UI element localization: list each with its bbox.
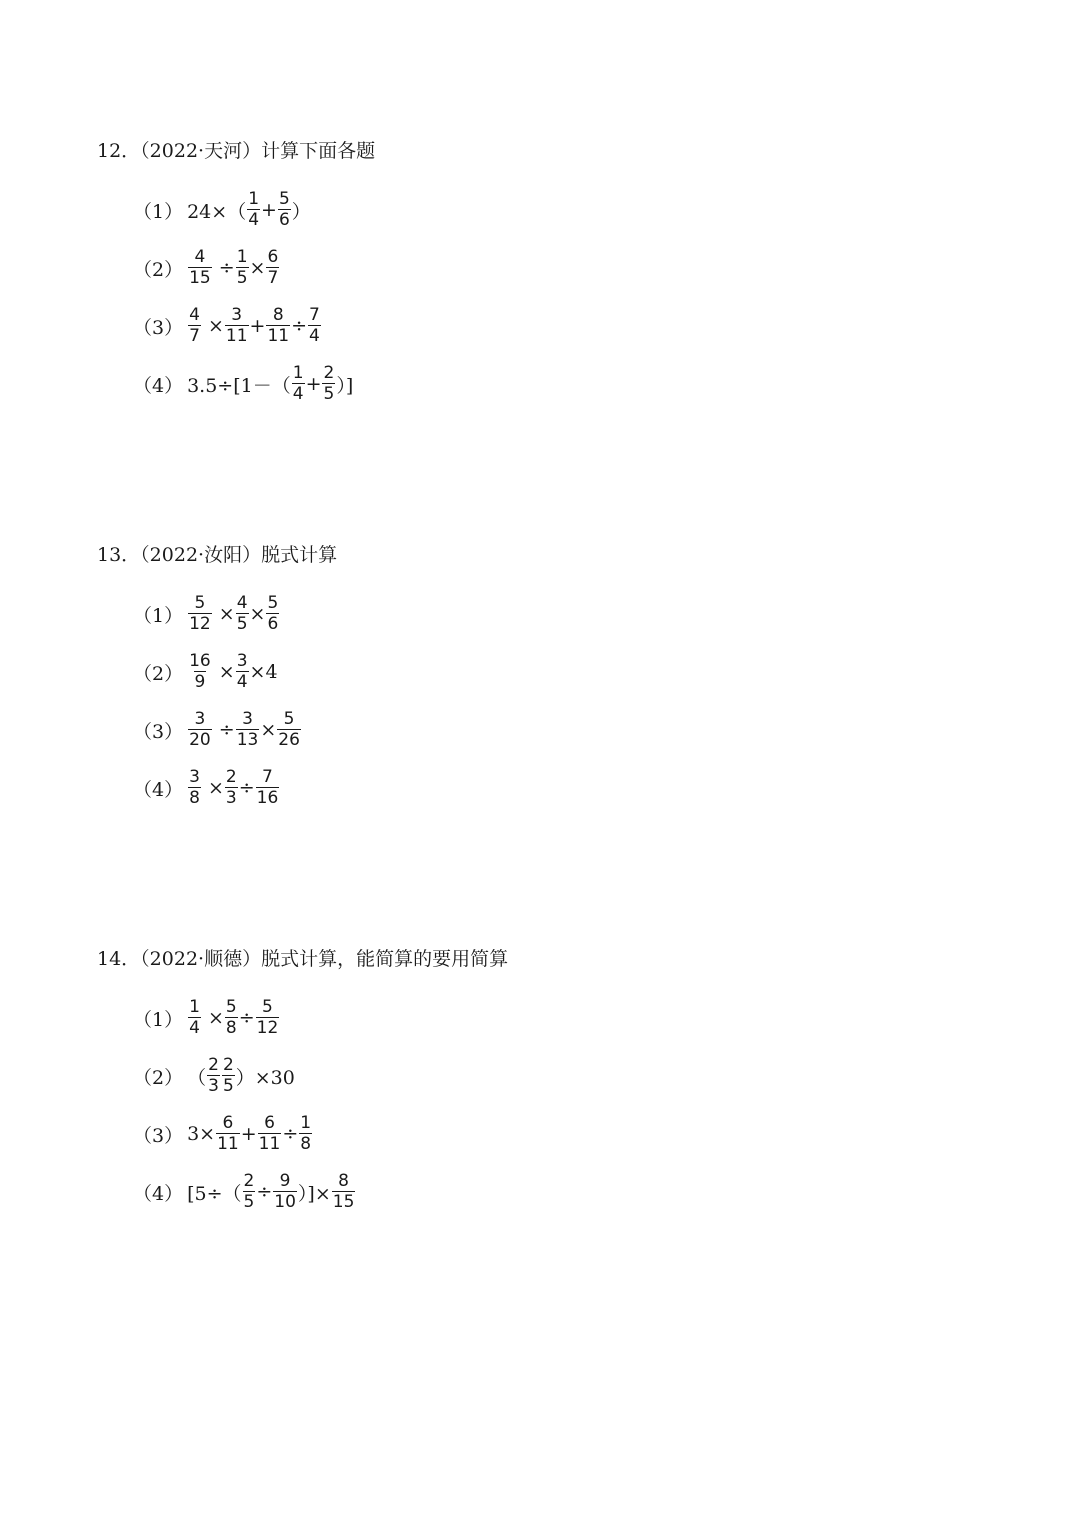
operator-text: ÷ (212, 257, 235, 279)
fraction (266, 307, 290, 345)
operator-text: ÷ (291, 315, 308, 337)
denominator: 4 (292, 384, 304, 404)
operator-text: × (212, 661, 235, 683)
denominator: 12 (189, 614, 211, 634)
question-title: 12．（2022·天河）计算下面各题 (97, 140, 376, 162)
numerator: 3 (194, 709, 206, 729)
expression (187, 365, 353, 403)
question-14 (97, 944, 508, 1221)
expression (187, 249, 280, 287)
denominator: 4 (236, 672, 248, 692)
numerator: 1 (189, 997, 200, 1017)
expression (187, 653, 277, 691)
operator-text: ）] (336, 374, 354, 397)
denominator: 8 (189, 788, 200, 808)
numerator: 1 (300, 1113, 312, 1133)
operator-text: × (201, 1007, 224, 1029)
sub-problem (133, 759, 337, 817)
fraction (292, 365, 305, 403)
expression (187, 1115, 313, 1153)
fraction (308, 307, 321, 345)
numerator: 8 (272, 305, 284, 325)
operator-text: + (261, 199, 277, 221)
numerator: 16 (189, 651, 211, 671)
denominator: 12 (256, 1018, 279, 1038)
fraction (188, 999, 201, 1037)
numerator: 2 (225, 767, 237, 787)
denominator: 3 (208, 1076, 219, 1096)
operator-text: + (240, 1123, 257, 1145)
sub-problem-label: （1） (133, 200, 184, 223)
denominator: 15 (189, 268, 211, 288)
denominator: 3 (225, 788, 237, 808)
denominator: 5 (222, 1076, 234, 1096)
numerator: 4 (194, 247, 206, 267)
operator-text: ）×30 (235, 1066, 295, 1089)
numerator: 1 (292, 363, 304, 383)
fraction (266, 595, 279, 633)
denominator: 11 (217, 1134, 239, 1154)
denominator: 4 (189, 1018, 200, 1038)
sub-problem-list (133, 181, 375, 413)
denominator: 11 (267, 326, 290, 346)
operator-text: ×4 (249, 661, 278, 683)
numerator: 3 (236, 651, 248, 671)
sub-problem (133, 989, 508, 1047)
sub-problem (133, 1105, 508, 1163)
sub-problem-label: （2） (133, 662, 184, 685)
expression (187, 769, 280, 807)
denominator: 10 (274, 1192, 296, 1212)
numerator: 6 (267, 247, 279, 267)
operator-text: × (201, 315, 224, 337)
fraction (258, 1115, 282, 1153)
fraction (188, 595, 212, 633)
numerator: 6 (222, 1113, 234, 1133)
operator-text: ） (291, 200, 311, 223)
sub-problem (133, 355, 375, 413)
sub-problem (133, 239, 375, 297)
fraction (278, 191, 291, 229)
denominator: 20 (189, 730, 211, 750)
expression (187, 1057, 295, 1095)
operator-text: ÷ (256, 1181, 273, 1203)
operator-text: + (305, 373, 322, 395)
operator-text: ÷ (238, 1007, 255, 1029)
numerator: 3 (189, 767, 200, 787)
numerator: 3 (242, 709, 253, 729)
numerator: 5 (283, 709, 295, 729)
denominator: 7 (189, 326, 200, 346)
denominator: 6 (278, 210, 290, 230)
operator-text: × (201, 777, 224, 799)
numerator: 1 (236, 247, 248, 267)
expression (187, 595, 280, 633)
question-title: 13．（2022·汝阳）脱式计算 (97, 544, 338, 566)
question-12 (97, 136, 375, 413)
expression (187, 191, 311, 229)
denominator: 11 (258, 1134, 281, 1154)
sub-problem-label: （4） (133, 778, 184, 801)
sub-problem (133, 1163, 508, 1221)
denominator: 13 (236, 730, 259, 750)
expression (187, 1173, 356, 1211)
sub-problem-label: （3） (133, 720, 184, 743)
fraction (266, 249, 279, 287)
operator-text: × (212, 603, 235, 625)
numerator: 7 (309, 305, 320, 325)
sub-problem (133, 297, 375, 355)
denominator: 4 (309, 326, 320, 346)
numerator: 1 (248, 189, 260, 209)
fraction (188, 653, 212, 691)
numerator: 5 (225, 997, 237, 1017)
expression (187, 999, 280, 1037)
expression (187, 307, 322, 345)
numerator: 5 (278, 189, 290, 209)
denominator: 15 (332, 1192, 355, 1212)
question-13 (97, 540, 337, 817)
operator-text: × (260, 719, 277, 741)
sub-problem-list (133, 585, 337, 817)
fraction (247, 191, 260, 229)
fraction (256, 999, 280, 1037)
numerator: 5 (267, 593, 279, 613)
sub-problem (133, 585, 337, 643)
fraction (207, 1057, 220, 1095)
operator-text: 3× (187, 1123, 216, 1145)
numerator: 9 (279, 1171, 291, 1191)
sub-problem-label: （1） (133, 1008, 184, 1031)
fraction (273, 1173, 297, 1211)
operator-text: （ (187, 1066, 207, 1089)
operator-text: × (249, 257, 266, 279)
sub-problem (133, 701, 337, 759)
sub-problem-label: （3） (133, 316, 184, 339)
fraction (236, 249, 249, 287)
sub-problem-list (133, 989, 508, 1221)
numerator: 2 (208, 1055, 219, 1075)
sub-problem (133, 1047, 508, 1105)
fraction (236, 653, 249, 691)
denominator: 11 (225, 326, 248, 346)
fraction (225, 307, 249, 345)
denominator: 5 (236, 614, 248, 634)
sub-problem (133, 181, 375, 239)
fraction (256, 769, 280, 807)
operator-text: ÷ (282, 1123, 299, 1145)
fraction (216, 1115, 240, 1153)
sub-problem-label: （4） (133, 374, 184, 397)
sub-problem-label: （1） (133, 604, 184, 627)
operator-text: 24×（ (187, 200, 247, 223)
numerator: 7 (262, 767, 273, 787)
numerator: 6 (264, 1113, 275, 1133)
denominator: 8 (300, 1134, 312, 1154)
sub-problem-label: （3） (133, 1124, 184, 1147)
numerator: 8 (338, 1171, 349, 1191)
fraction (243, 1173, 256, 1211)
operator-text: ）]× (297, 1182, 331, 1205)
fraction (332, 1173, 356, 1211)
fraction (236, 595, 249, 633)
numerator: 2 (323, 363, 335, 383)
denominator: 5 (323, 384, 335, 404)
fraction (299, 1115, 312, 1153)
operator-text: + (249, 315, 266, 337)
numerator: 4 (189, 305, 200, 325)
denominator: 16 (256, 788, 279, 808)
sub-problem-label: （2） (133, 258, 184, 281)
sub-problem (133, 643, 337, 701)
fraction (225, 769, 238, 807)
operator-text: ÷ (212, 719, 235, 741)
sub-problem-label: （2） (133, 1066, 184, 1089)
denominator: 4 (248, 210, 260, 230)
fraction (188, 307, 201, 345)
denominator: 26 (278, 730, 300, 750)
question-title: 14．（2022·顺德）脱式计算，能简算的要用简算 (97, 948, 509, 970)
operator-text: [5÷（ (187, 1182, 242, 1205)
fraction (188, 249, 212, 287)
operator-text: ÷ (238, 777, 255, 799)
operator-text: 3.5÷[1－（ (187, 374, 291, 397)
numerator: 2 (222, 1055, 234, 1075)
fraction (277, 711, 301, 749)
fraction (236, 711, 260, 749)
operator-text: × (249, 603, 266, 625)
denominator: 7 (267, 268, 279, 288)
denominator: 6 (267, 614, 279, 634)
numerator: 4 (236, 593, 248, 613)
denominator: 9 (194, 672, 206, 692)
numerator: 3 (231, 305, 243, 325)
fraction (225, 999, 238, 1037)
numerator: 2 (243, 1171, 255, 1191)
fraction (188, 711, 212, 749)
numerator: 5 (194, 593, 206, 613)
fraction (322, 365, 335, 403)
denominator: 5 (236, 268, 248, 288)
numerator: 5 (262, 997, 273, 1017)
fraction (222, 1057, 235, 1095)
denominator: 8 (225, 1018, 237, 1038)
fraction (188, 769, 201, 807)
sub-problem-label: （4） (133, 1182, 184, 1205)
denominator: 5 (243, 1192, 255, 1212)
expression (187, 711, 302, 749)
